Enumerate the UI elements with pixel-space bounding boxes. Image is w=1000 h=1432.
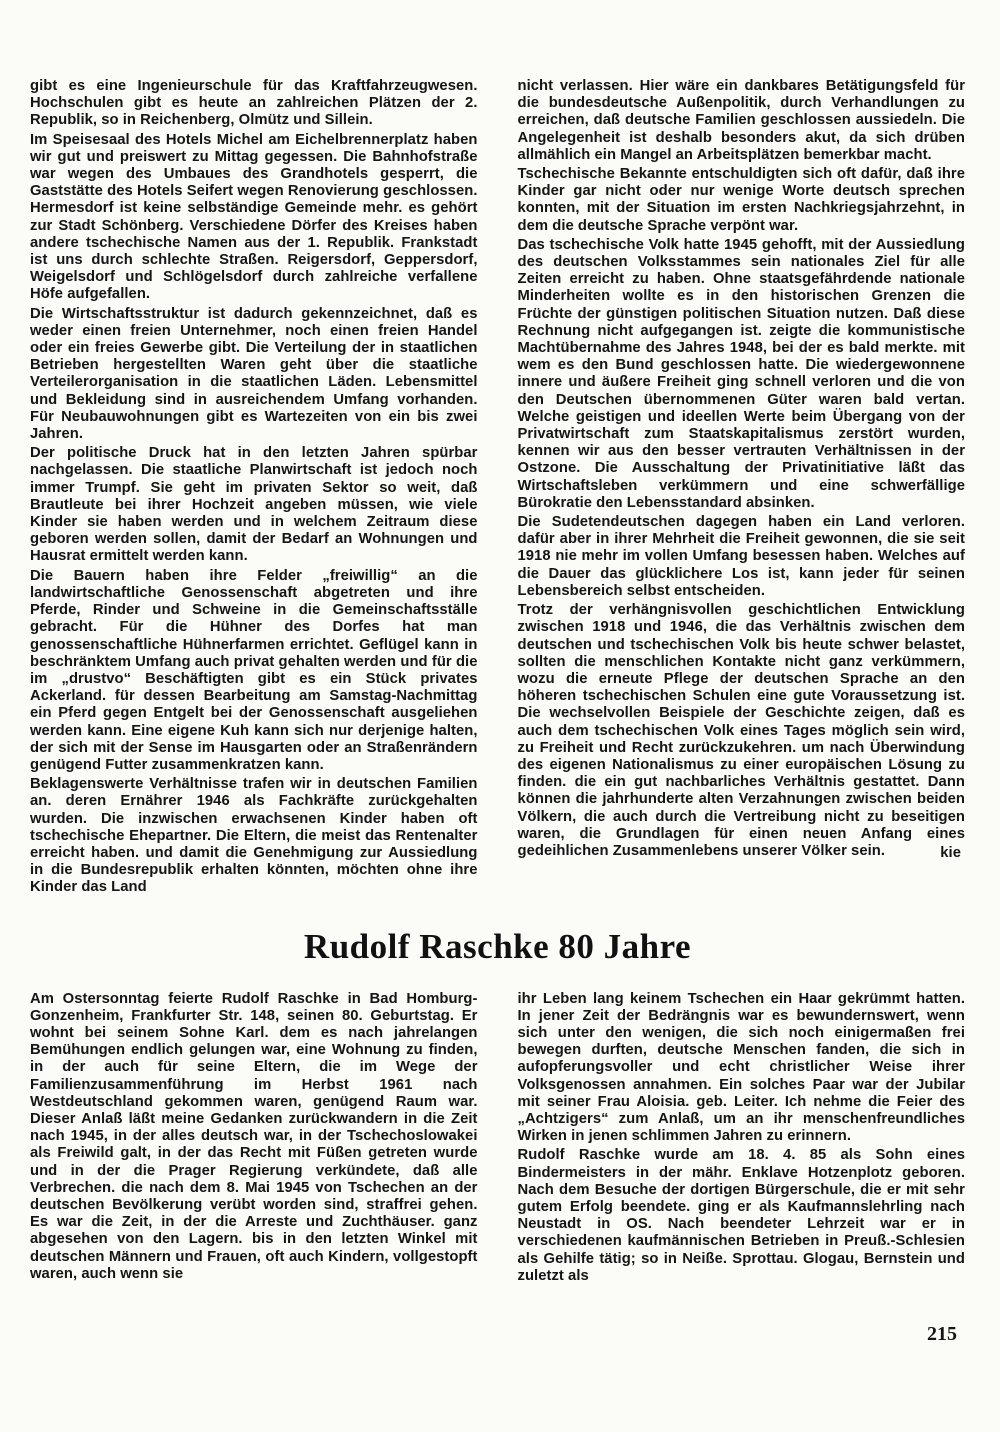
top-article — [30, 78, 965, 899]
paragraph: Im Speisesaal des Hotels Michel am Eichelbrennerplatz haben wir gut und preiswert zu Mittag gegessen. Die Bahnhofstraße war wegen des Umbaues des Grandhotels gesperrt, die Gaststätte des Hotels Seifert wegen Renovierung geschlossen. Hermesdorf ist keine selbständige Gemeinde mehr. es gehört zur Stadt Schönberg. Verschiedene Dörfer des Kreises haben andere tschechische Namen aus der 1. Republik. Frankstadt ist uns durch schlechte Straßen. Reigersdorf, Geppersdorf, Weigelsdorf und Schlögelsdorf durch zahlreiche verfallene Höfe aufgefallen. — [30, 131, 478, 303]
birthday-left-column — [30, 991, 478, 1285]
page-number: 215 — [927, 1323, 957, 1345]
birthday-article — [30, 991, 965, 1287]
birthday-right-column — [518, 991, 966, 1287]
paragraph: gibt es eine Ingenieurschule für das Kraftfahrzeugwesen. Hochschulen gibt es heute an zahlreichen Plätzen der 2. Republik, so in Reichenberg, Olmütz und Sillein. — [30, 78, 478, 129]
paragraph: nicht verlassen. Hier wäre ein dankbares Betätigungsfeld für die bundesdeutsche Außenpolitik, durch Verhandlungen zu erreichen, daß deutsche Familien geschlossen aussiedeln. Die Angelegenheit ist deshalb besonders akut, da sich drüben allmählich ein Mangel an Arbeitsplätzen bemerkbar macht. — [517, 78, 965, 163]
article-title: Rudolf Raschke 80 Jahre — [303, 926, 692, 966]
paragraph: Die Bauern haben ihre Felder „freiwillig“ an die landwirtschaftliche Genossenschaft abgetreten und ihre Pferde, Rinder und Schweine in die Gemeinschaftsställe gebracht. Für die Hühner des Dorfes hat man genossenschaftliche Hühnerfarmen errichtet. Geflügel kann in beschränktem Umfang auch privat gehalten werden und für die im „drustvo“ Beschäftigten gibt es ein Stück privates Ackerland. für dessen Bearbeitung am Samstag-Nachmittag ein Pferd gegen Entgelt bei der Genossenschaft ausgeliehen werden kann. Eine eigene Kuh kann sich nur derjenige halten, der sich mit der Sense im Hausgarten oder an Straßenrändern genügend Futter zusammenkratzen kann. — [30, 567, 478, 773]
paragraph: Tschechische Bekannte entschuldigten sich oft dafür, daß ihre Kinder gar nicht oder nur wenige Worte deutsch sprechen konnten, mit der Situation im ersten Nachkriegsjahrzehnt, in dem die deutsche Sprache verpönt war. — [517, 166, 965, 234]
paragraph: Die Sudetendeutschen dagegen haben ein Land verloren. dafür aber in ihrer Mehrheit die Freiheit gewonnen, die sie seit 1918 nie mehr im vollen Umfang besessen haben. Welches auf die Dauer das glücklichere Los ist, kann jeder für seinen Lebensbereich selbst entscheiden. — [517, 514, 965, 599]
top-right-column — [518, 78, 966, 862]
paragraph: Beklagenswerte Verhältnisse trafen wir in deutschen Familien an. deren Ernährer 1946 als Fachkräfte zurückgehalten wurden. Die inzwischen erwachsenen Kinder haben oft tschechische Ehepartner. Die Eltern, die meist das Rentenalter erreicht haben. und damit die Genehmigung zur Aussiedlung in die Bundesrepublik erhalten könnten, möchten ohne ihre Kinder das Land — [30, 776, 478, 896]
paragraph: ihr Leben lang keinem Tschechen ein Haar gekrümmt hatten. In jener Zeit der Bedrängnis war es bewundernswert, wenn sich unter den wenigen, die sich noch einigermaßen frei bewegen durften, deutsche Menschen fanden, die sich in aufopferungsvoller und echt christlicher Weise ihrer Volksgenossen annahmen. Ein solches Paar war der Jubilar mit seiner Frau Aloisia. geb. Leiter. Ich nehme die Feier des „Achtzigers“ zum Anlaß, um an ihr menschenfreundliches Wirken in jenen schlimmen Jahren zu erinnern. — [517, 990, 965, 1145]
paragraph: Der politische Druck hat in den letzten Jahren spürbar nachgelassen. Die staatliche Planwirtschaft ist jedoch noch immer Trumpf. Sie geht im privaten Sektor so weit, daß Brautleute bei ihrer Hochzeit angeben müssen, wie viele Kinder sie haben werden und in welchem Zeitraum diese geboren werden sollen, damit der Bedarf an Wohnungen und Hausrat ermittelt werden kann. — [30, 445, 478, 565]
author-initials: kie — [940, 844, 961, 861]
paragraph: Die Wirtschaftsstruktur ist dadurch gekennzeichnet, daß es weder einen freien Unternehmer, noch einen freien Handel oder ein freies Gewerbe gibt. Die Verteilung der in staatlichen Betrieben hergestellten Waren geht über die staatliche Verteilerorganisation in die staatlichen Läden. Lebensmittel und Bekleidung sind in ausreichendem Umfang vorhanden. Für Neubauwohnungen gibt es Wartezeiten von ein bis zwei Jahren. — [30, 305, 478, 443]
paragraph: Trotz der verhängnisvollen geschichtlichen Entwicklung zwischen 1918 und 1946, die das Verhältnis zwischen dem deutschen und tschechischen Volk bis heute schwer belastet, sollten die menschlichen Kontakte nicht ganz verkümmern, wozu die erneute Pflege der deutschen Sprache an den höheren tschechischen Schulen eine gute Voraussetzung ist. Die wechselvollen Beispiele der Geschichte zeigen, daß es auch dem tschechischen Volk eines Tages möglich sein wird, zu Freiheit und Recht zurückzukehren. um nach Überwindung des eigenen Nationalismus zu einer europäischen Lösung zu finden. die ein gut nachbarliches Verhältnis gestattet. Dann können die jahrhunderte alten Verzahnungen zwischen beiden Völkern, die auch durch die Vertreibung nicht zu beseitigen waren, die Grundlagen für einen neuen Anfang eines gedeihlichen Zusammenlebens unserer Völker sein. — [517, 602, 965, 859]
paragraph: Rudolf Raschke wurde am 18. 4. 85 als Sohn eines Bindermeisters in der mähr. Enklave Hotzenplotz geboren. Nach dem Besuche der dortigen Bürgerschule, die er mit sehr gutem Erfolg beendete. ging er als Kaufmannslehrling nach Neustadt in OS. Nach beendeter Lehrzeit war er in verschiedenen kaufmännischen Betrieben in Preuß.-Schlesien als Gehilfe tätig; so in Neiße. Sprottau. Glogau, Bernstein und zuletzt als — [517, 1147, 965, 1284]
paragraph: Am Ostersonntag feierte Rudolf Raschke in Bad Homburg-Gonzenheim, Frankfurter Str. 148, seinen 80. Geburtstag. Er wohnt bei seinem Sohne Karl. dem es nach jahrelangen Bemühungen endlich gelungen war, eine Wohnung zu finden, in der auch für seine Eltern, die im Wege der Familienzusammenführung im Herbst 1961 nach Westdeutschland gekommen waren, genügend Raum war. Dieser Anlaß läßt meine Gedanken zurückwandern in die Zeit nach 1945, in der alles deutsch war, in der Tschechoslowakei als Freiwild galt, in der das Recht mit Füßen getreten wurde und in der die Prager Regierung verkündete, daß alle Verbrechen. die nach dem 8. Mai 1945 von Tschechen an der deutschen Bevölkerung verübt worden sind, straffrei gehen. Es war die Zeit, in der die Arreste und Zuchthäuser. ganz abgesehen von den Lagern. bis in den letzten Winkel mit deutschen Männern und Frauen, oft auch Kindern, vollgestopft waren, auch wenn sie — [30, 990, 478, 1282]
top-right-paragraphs — [518, 78, 966, 860]
paragraph: Das tschechische Volk hatte 1945 gehofft, mit der Aussiedlung des deutschen Volksstammes sein nationales Ziel für alle Zeiten erreicht zu haben. Ohne staatsgefährdende nationale Minderheiten wollte es in den historischen Grenzen die Früchte der günstigen politischen Situation nutzen. Daß diese Rechnung nicht aufgegangen ist. zeigte die kommunistische Machtübernahme des Jahres 1948, bei der es bald merkte. mit wem es den Bund geschlossen hatte. Die wiedergewonnene innere und äußere Freiheit ging schnell verloren und die von den Deutschen übernommenen Güter waren bald vertan. Welche geistigen und ideellen Werte beim Übergang von der Privatwirtschaft zum Staatskapitalismus zerstört wurden, kennen wir aus den besser vertrauten Verhältnissen in der Ostzone. Die Ausschaltung der Privatinitiative läßt das Wirtschaftsleben verkümmern und eine schwerfällige Bürokratie den Lebensstandard absinken. — [517, 236, 965, 511]
document-page — [30, 78, 965, 1346]
top-left-column — [30, 78, 478, 899]
